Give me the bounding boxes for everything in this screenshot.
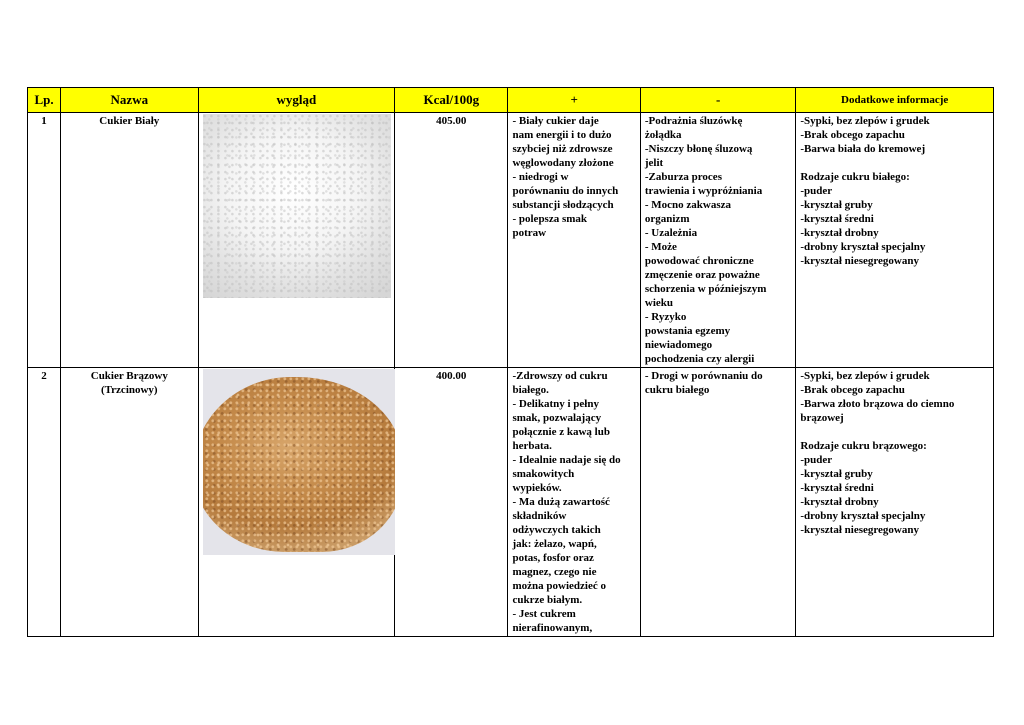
header-lp: Lp.	[28, 88, 61, 113]
info-line: -puder	[800, 185, 833, 197]
advantage-line: smak, pozwalający	[512, 412, 602, 424]
blank-line	[800, 425, 989, 439]
advantage-line: herbata.	[512, 440, 552, 452]
info-line: Rodzaje cukru białego:	[800, 171, 910, 183]
info-line: -kryształ średni	[800, 482, 874, 494]
disadvantage-line: -Niszczy błonę śluzową	[644, 143, 753, 155]
header-name: Nazwa	[61, 88, 198, 113]
advantage-line: nam energii i to dużo	[512, 129, 612, 141]
advantage-line: potraw	[512, 227, 547, 239]
info-line: -Sypki, bez zlepów i grudek	[800, 115, 930, 127]
header-kcal: Kcal/100g	[395, 88, 508, 113]
disadvantage-line: powodować chroniczne	[644, 255, 754, 267]
info-line: Rodzaje cukru brązowego:	[800, 440, 927, 452]
advantage-line: składników	[512, 510, 567, 522]
brown-sugar-photo	[203, 369, 395, 555]
info-line: brązowej	[800, 412, 844, 424]
disadvantage-line: żołądka	[644, 129, 682, 141]
advantage-line: smakowitych	[512, 468, 575, 480]
disadvantage-line: schorzenia w późniejszym	[644, 283, 767, 295]
info-line: -Brak obcego zapachu	[800, 384, 905, 396]
advantage-line: odżywczych takich	[512, 524, 601, 536]
disadvantage-line: cukru białego	[644, 384, 710, 396]
sugar-name-line: (Trzcinowy)	[100, 384, 158, 396]
table-row	[28, 113, 994, 368]
advantage-line: - Biały cukier daje	[512, 115, 599, 127]
advantage-line: szybciej niż zdrowsze	[512, 143, 613, 155]
disadvantage-line: zmęczenie oraz poważne	[644, 269, 760, 281]
advantage-line: węglowodany złożone	[512, 157, 614, 169]
advantage-line: - niedrogi w	[512, 171, 569, 183]
appearance-cell	[198, 113, 395, 368]
additional-info-cell	[796, 113, 994, 368]
disadvantages-cell	[640, 113, 795, 368]
advantage-line: połącznie z kawą lub	[512, 426, 610, 438]
sugar-comparison-table	[27, 87, 994, 637]
info-line: -kryształ drobny	[800, 227, 879, 239]
info-line: -kryształ drobny	[800, 496, 879, 508]
disadvantage-line: - Mocno zakwasza	[644, 199, 732, 211]
advantage-line: - Ma dużą zawartość	[512, 496, 610, 508]
advantage-line: - polepsza smak	[512, 213, 588, 225]
advantage-line: substancji słodzących	[512, 199, 614, 211]
table-row	[28, 368, 994, 637]
disadvantage-line: niewiadomego	[644, 339, 713, 351]
white-sugar-photo	[203, 114, 391, 298]
info-line: -Barwa biała do kremowej	[800, 143, 926, 155]
advantage-line: - Idealnie nadaje się do	[512, 454, 621, 466]
header-row	[28, 88, 994, 113]
info-line: -kryształ gruby	[800, 468, 873, 480]
sugar-name	[61, 368, 198, 637]
disadvantage-line: pochodzenia czy alergii	[644, 353, 755, 365]
info-line: -drobny kryształ specjalny	[800, 510, 926, 522]
info-line: -Barwa złoto brązowa do ciemno	[800, 398, 955, 410]
disadvantage-line: organizm	[644, 213, 690, 225]
header-plus: +	[508, 88, 640, 113]
disadvantage-line: jelit	[644, 157, 664, 169]
header-additional-info: Dodatkowe informacje	[796, 88, 994, 113]
info-line: -kryształ niesegregowany	[800, 524, 919, 536]
advantage-line: potas, fosfor oraz	[512, 552, 594, 564]
kcal-value: 400.00	[395, 368, 508, 637]
advantage-line: - Delikatny i pełny	[512, 398, 599, 410]
advantage-line: -Zdrowszy od cukru	[512, 370, 608, 382]
advantage-line: porównaniu do innych	[512, 185, 619, 197]
advantages-cell	[508, 113, 640, 368]
blank-line	[800, 156, 989, 170]
info-line: -kryształ niesegregowany	[800, 255, 919, 267]
sugar-name-line: Cukier Biały	[99, 115, 160, 127]
disadvantage-line: -Zaburza proces	[644, 171, 722, 183]
advantages-cell	[508, 368, 640, 637]
info-line: -Sypki, bez zlepów i grudek	[800, 370, 930, 382]
advantage-line: można powiedzieć o	[512, 580, 606, 592]
info-line: -kryształ gruby	[800, 199, 873, 211]
advantage-line: białego.	[512, 384, 549, 396]
appearance-cell	[198, 368, 395, 637]
additional-info-cell	[796, 368, 994, 637]
row-number: 1	[28, 113, 61, 368]
disadvantage-line: trawienia i wypróżniania	[644, 185, 763, 197]
sugar-name-line: Cukier Brązowy	[90, 370, 168, 382]
advantage-line: nierafinowanym,	[512, 622, 593, 634]
disadvantage-line: - Drogi w porównaniu do	[644, 370, 763, 382]
advantage-line: - Jest cukrem	[512, 608, 576, 620]
disadvantages-cell	[640, 368, 795, 637]
kcal-value: 405.00	[395, 113, 508, 368]
info-line: -drobny kryształ specjalny	[800, 241, 926, 253]
disadvantage-line: wieku	[644, 297, 673, 309]
sugar-name	[61, 113, 198, 368]
info-line: -Brak obcego zapachu	[800, 129, 905, 141]
advantage-line: magnez, czego nie	[512, 566, 597, 578]
info-line: -puder	[800, 454, 833, 466]
header-appearance: wygląd	[198, 88, 395, 113]
disadvantage-line: - Uzależnia	[644, 227, 698, 239]
advantage-line: jak: żelazo, wapń,	[512, 538, 597, 550]
advantage-line: cukrze białym.	[512, 594, 583, 606]
header-minus: -	[640, 88, 795, 113]
row-number: 2	[28, 368, 61, 637]
advantage-line: wypieków.	[512, 482, 562, 494]
disadvantage-line: -Podrażnia śluzówkę	[644, 115, 743, 127]
disadvantage-line: - Ryzyko	[644, 311, 687, 323]
disadvantage-line: - Może	[644, 241, 677, 253]
info-line: -kryształ średni	[800, 213, 874, 225]
disadvantage-line: powstania egzemy	[644, 325, 731, 337]
